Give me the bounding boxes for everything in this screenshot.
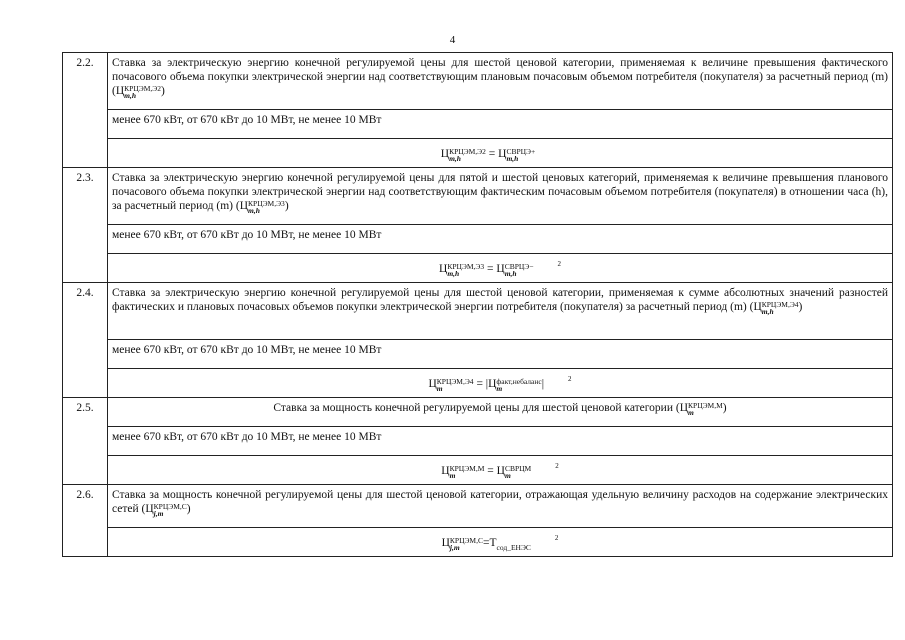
row-condition: менее 670 кВт, от 670 кВт до 10 МВт, не менее 10 МВт	[108, 340, 893, 369]
table-row	[63, 168, 893, 225]
table-row	[63, 340, 893, 369]
row-description: Ставка за электрическую энергию конечной регулируемой цены для шестой ценовой категории, применяемая к сумме абсолютных значений разностей фактических и плановых почасовых объемов покупки электрической энергии потребителя (покупателя) за расчетный период (m) (Ц КРЦЭМ,Э4 m,h )	[108, 283, 893, 340]
table-row	[63, 110, 893, 139]
formula-symbol: Ц КРЦЭМ,Э2 m,h	[115, 84, 161, 100]
formula-symbol: Ц КРЦЭМ,М m	[679, 401, 723, 417]
row-number: 2.4.	[63, 283, 108, 398]
tariff-table	[62, 52, 893, 557]
table-row	[63, 254, 893, 283]
row-formula: Ц КРЦЭМ,Э3 m,h = Ц СВРЦЭ− m,h $^2$	[108, 254, 893, 283]
row-formula: Ц КРЦЭМ,М m = Ц СВРЦМ m $^2$	[108, 456, 893, 485]
row-condition: менее 670 кВт, от 670 кВт до 10 МВт, не менее 10 МВт	[108, 427, 893, 456]
row-description: Ставка за электрическую энергию конечной регулируемой цены для пятой и шестой ценовых категорий, применяемая к величине превышения планового почасового объема покупки электрической энергии над соответствующим фактическим почасовым объемом потребителя (покупателя) в отношении часа (h), за расчетный период (m) (Ц КРЦЭМ,Э3 m,h )	[108, 168, 893, 225]
page-number: 4	[449, 34, 456, 46]
table-row	[63, 427, 893, 456]
row-number: 2.5.	[63, 398, 108, 485]
table-row	[63, 53, 893, 110]
row-number: 2.6.	[63, 485, 108, 557]
row-formula: Ц КРЦЭМ,Э2 m,h = Ц СВРЦЭ+ m,h	[108, 139, 893, 168]
table-row	[63, 139, 893, 168]
formula-symbol: Ц КРЦЭМ,С j,m	[145, 502, 187, 518]
table-row	[63, 528, 893, 557]
row-description: Ставка за мощность конечной регулируемой цены для шестой ценовой категории (Ц КРЦЭМ,М m )	[108, 398, 893, 427]
table-row	[63, 456, 893, 485]
table-row	[63, 398, 893, 427]
row-number: 2.2.	[63, 53, 108, 168]
formula-symbol: Ц КРЦЭМ,Э3 m,h	[239, 199, 285, 215]
table-row	[63, 369, 893, 398]
row-description: Ставка за мощность конечной регулируемой цены для шестой ценовой категории, отражающая удельную величину расходов на содержание электрических сетей (Ц КРЦЭМ,С j,m )	[108, 485, 893, 528]
formula-symbol: Ц КРЦЭМ,Э4 m,h	[753, 300, 799, 316]
row-description: Ставка за электрическую энергию конечной регулируемой цены для шестой ценовой категории, применяемая к величине превышения фактического почасового объема покупки электрической энергии над соответствующим плановым почасовым объемом потребителя (покупателя) за расчетный период (m) (Ц КРЦЭМ,Э2 m,h )	[108, 53, 893, 110]
table-row	[63, 485, 893, 528]
row-formula: Ц КРЦЭМ,С j,m =Т сод_ЕНЭС $^2$	[108, 528, 893, 557]
table-row	[63, 283, 893, 340]
row-condition: менее 670 кВт, от 670 кВт до 10 МВт, не менее 10 МВт	[108, 110, 893, 139]
row-number: 2.3.	[63, 168, 108, 283]
row-formula: Ц КРЦЭМ,Э4 m = |Ц факт,небаланс m | $^2$	[108, 369, 893, 398]
row-condition: менее 670 кВт, от 670 кВт до 10 МВт, не менее 10 МВт	[108, 225, 893, 254]
table-row	[63, 225, 893, 254]
